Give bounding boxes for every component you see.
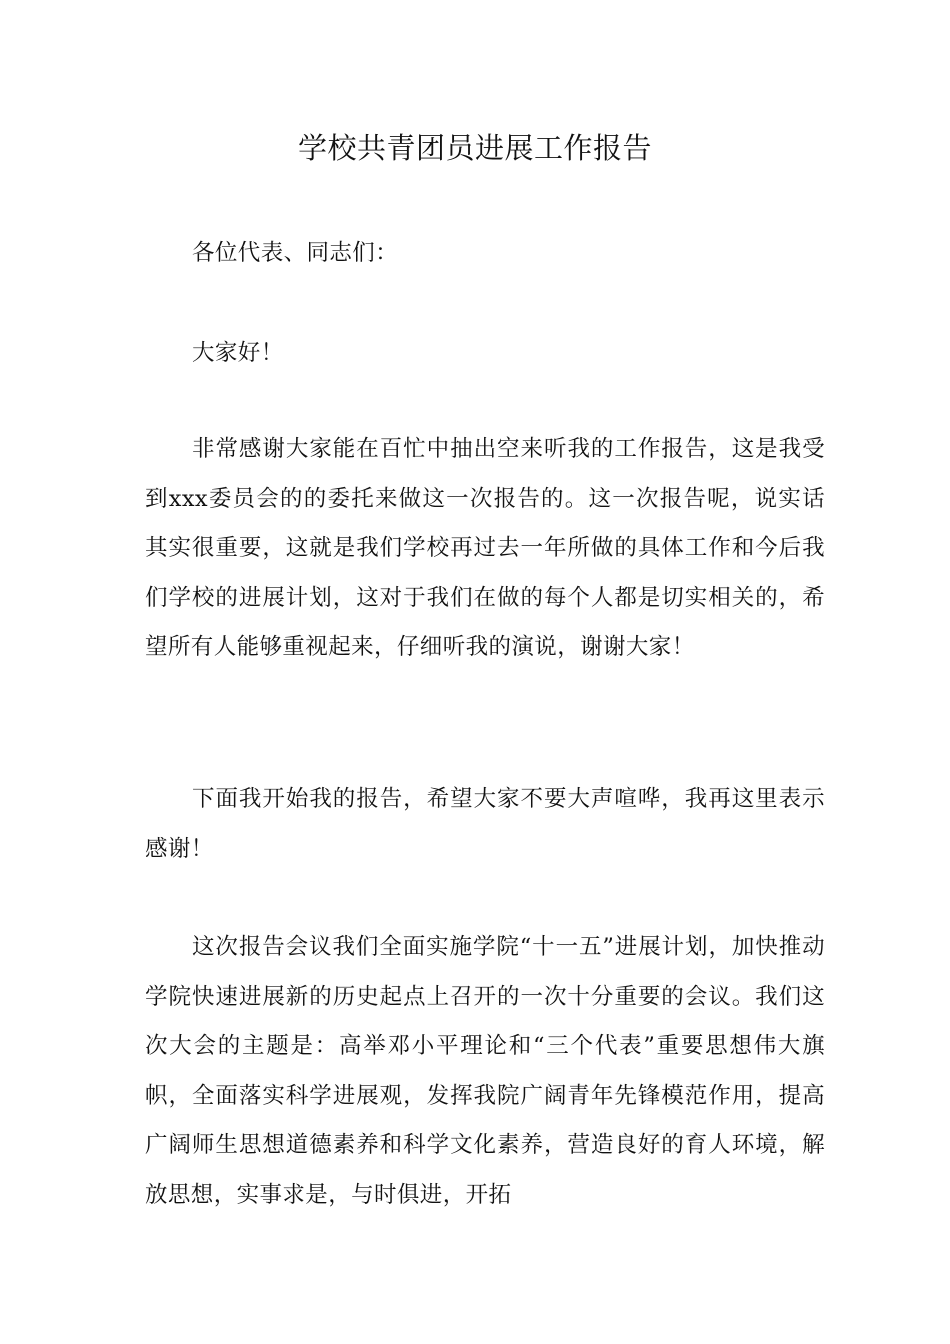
document-title: 学校共青团员进展工作报告 xyxy=(297,131,652,165)
greeting-paragraph: 大家好！ xyxy=(192,340,284,366)
body-paragraph-start: 下面我开始我的报告，希望大家不要大声喧哗，我再这里表示感谢！ xyxy=(145,786,825,862)
salutation-paragraph: 各位代表、同志们： xyxy=(192,240,399,266)
body-paragraph-theme: 这次报告会议我们全面实施学院“十一五”进展计划，加快推动学院快速进展新的历史起点上召开的一次十分重要的会议。我们这次大会的主题是：高举邓小平理论和“三个代表”重要思想伟大旗帜，全面落实科学进展观，发挥我院广阔青年先锋模范作用，提高广阔师生思想道德素养和科学文化素养，营造良好的育人环境，解放思想，实事求是，与时俱进，开拓 xyxy=(145,934,825,1208)
body-paragraph-thanks: 非常感谢大家能在百忙中抽出空来听我的工作报告，这是我受到xxx委员会的的委托来做这一次报告的。这一次报告呢，说实话其实很重要，这就是我们学校再过去一年所做的具体工作和今后我们学校的进展计划，这对于我们在做的每个人都是切实相关的，希望所有人能够重视起来，仔细听我的演说，谢谢大家！ xyxy=(145,436,825,661)
